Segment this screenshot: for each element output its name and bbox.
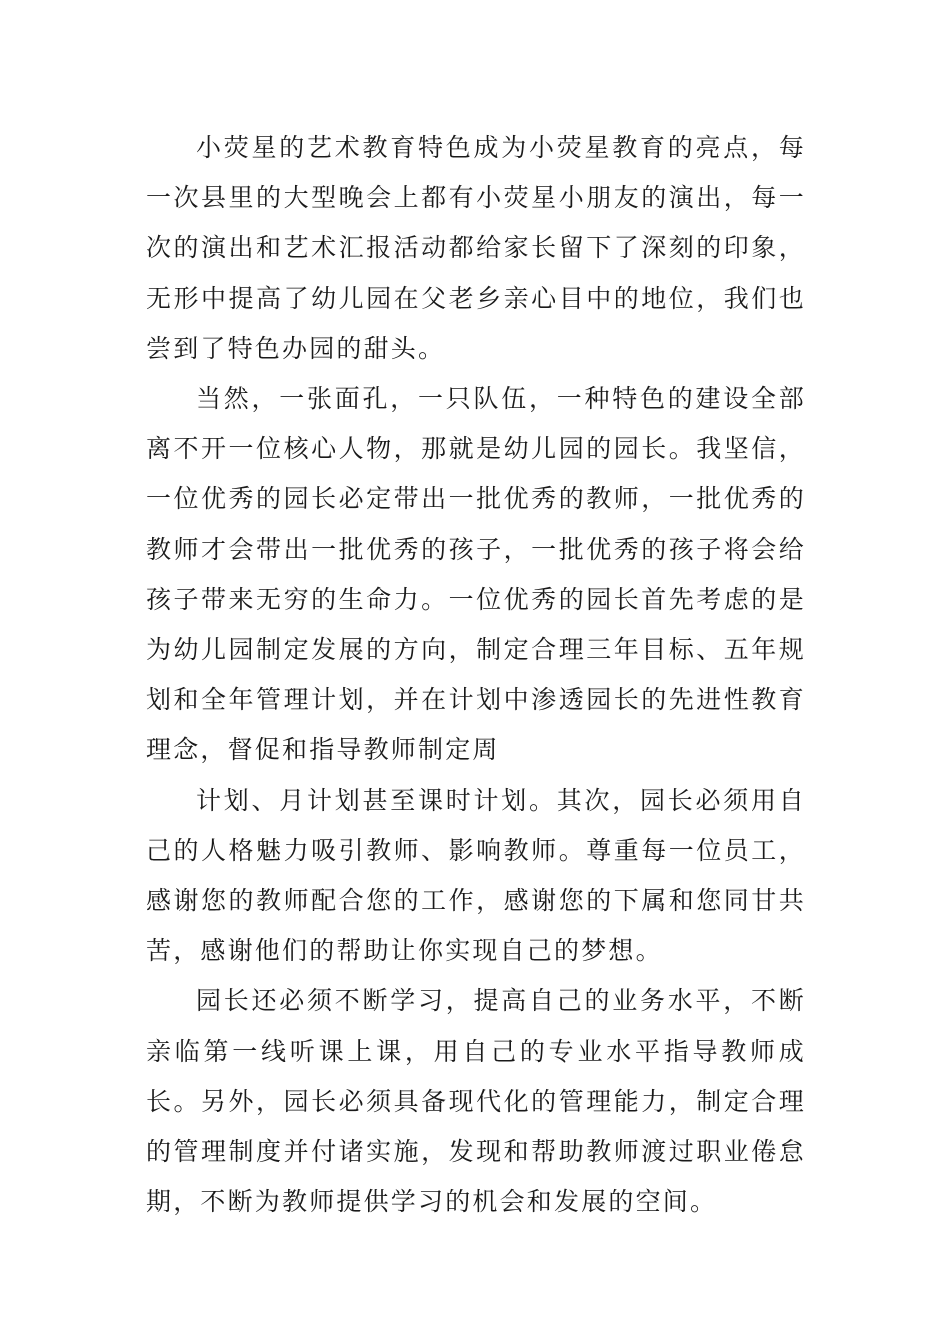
paragraph-2: 当然，一张面孔，一只队伍，一种特色的建设全部离不开一位核心人物，那就是幼儿园的园长。我坚信，一位优秀的园长必定带出一批优秀的教师，一批优秀的教师才会带出一批优秀的孩子，一批优秀的孩子将会给孩子带来无穷的生命力。一位优秀的园长首先考虑的是为幼儿园制定发展的方向，制定合理三年目标、五年规划和全年管理计划，并在计划中渗透园长的先进性教育理念，督促和指导教师制定周 <box>146 384 806 765</box>
paragraph-4: 园长还必须不断学习，提高自己的业务水平，不断亲临第一线听课上课，用自己的专业水平指导教师成长。另外，园长必须具备现代化的管理能力，制定合理的管理制度并付诸实施，发现和帮助教师渡过职业倦怠期，不断为教师提供学习的机会和发展的空间。 <box>146 986 806 1217</box>
paragraph-1: 小荧星的艺术教育特色成为小荧星教育的亮点，每一次县里的大型晚会上都有小荧星小朋友的演出，每一次的演出和艺术汇报活动都给家长留下了深刻的印象，无形中提高了幼儿园在父老乡亲心目中的地位，我们也尝到了特色办园的甜头。 <box>146 133 806 363</box>
document-body <box>146 123 806 1227</box>
paragraph-3: 计划、月计划甚至课时计划。其次，园长必须用自己的人格魅力吸引教师、影响教师。尊重每一位员工，感谢您的教师配合您的工作，感谢您的下属和您同甘共苦，感谢他们的帮助让你实现自己的梦想。 <box>146 785 806 966</box>
